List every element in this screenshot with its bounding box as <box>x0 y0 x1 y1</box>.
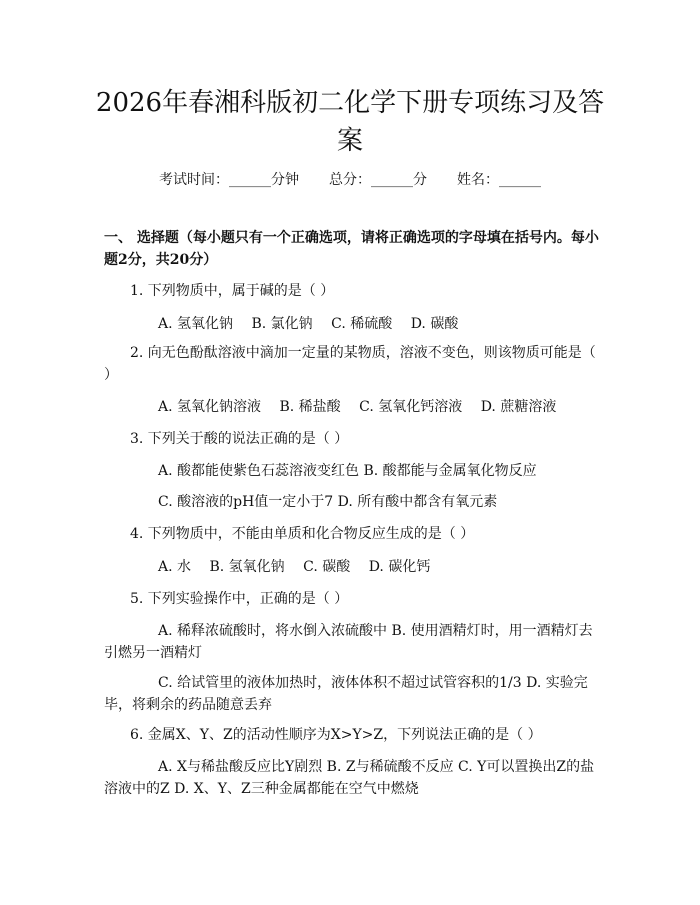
question-6-options-line1: A. X与稀盐酸反应比Y剧烈 B. Z与稀硫酸不反应 C. Y可以置换出Z的盐溶液中的Z D. X、Y、Z三种金属都能在空气中燃烧 <box>104 759 595 797</box>
exam-time-field: 考试时间：______分钟 <box>159 172 299 188</box>
question-3-options-line2: C. 酸溶液的pH值一定小于7 D. 所有酸中都含有氧元素 <box>158 494 498 510</box>
name-field: 姓名：______ <box>457 172 541 188</box>
question-1: 1. 下列物质中，属于碱的是（ ） <box>130 283 335 299</box>
question-4: 4. 下列物质中，不能由单质和化合物反应生成的是（ ） <box>130 526 475 542</box>
option-d: D. 碳酸 <box>410 316 459 332</box>
question-1-options <box>104 313 600 335</box>
question-6: 6. 金属X、Y、Z的活动性顺序为X>Y>Z，下列说法正确的是（ ） <box>130 727 542 743</box>
option-a: A. 氢氧化钠溶液 <box>158 399 262 415</box>
question-4-options <box>104 556 600 578</box>
option-c: C. 氢氧化钙溶液 <box>359 399 463 415</box>
option-d: D. 碳化钙 <box>368 559 431 575</box>
page-title: 2026年春湘科版初二化学下册专项练习及答案 <box>95 88 605 156</box>
option-b: B. 氯化钠 <box>251 316 313 332</box>
question-2: 2. 向无色酚酞溶液中滴加一定量的某物质，溶液不变色，则该物质可能是（ ） <box>104 345 596 383</box>
total-score-field: 总分：______分 <box>329 172 427 188</box>
question-2-options <box>104 396 600 418</box>
question-3-options-line1: A. 酸都能使紫色石蕊溶液变红色 B. 酸都能与金属氧化物反应 <box>158 463 537 479</box>
question-5-options-line1: A. 稀释浓硫酸时，将水倒入浓硫酸中 B. 使用酒精灯时，用一酒精灯去引燃另一酒精灯 <box>104 623 593 661</box>
question-3: 3. 下列关于酸的说法正确的是（ ） <box>130 431 349 447</box>
option-d: D. 蔗糖溶液 <box>480 399 557 415</box>
option-a: A. 水 <box>158 559 192 575</box>
question-5: 5. 下列实验操作中，正确的是（ ） <box>130 591 349 607</box>
option-c: C. 稀硫酸 <box>331 316 393 332</box>
option-b: B. 稀盐酸 <box>279 399 341 415</box>
exam-info-line <box>0 170 700 190</box>
question-5-options-line2: C. 给试管里的液体加热时，液体体积不超过试管容积的1/3 D. 实验完毕，将剩余的药品随意丢弃 <box>104 675 588 713</box>
section-heading: 一、 选择题（每小题只有一个正确选项，请将正确选项的字母填在括号内。每小题2分，共20分） <box>104 230 599 268</box>
option-a: A. 氢氧化钠 <box>158 316 234 332</box>
option-b: B. 氢氧化钠 <box>209 559 285 575</box>
option-c: C. 碳酸 <box>303 559 351 575</box>
